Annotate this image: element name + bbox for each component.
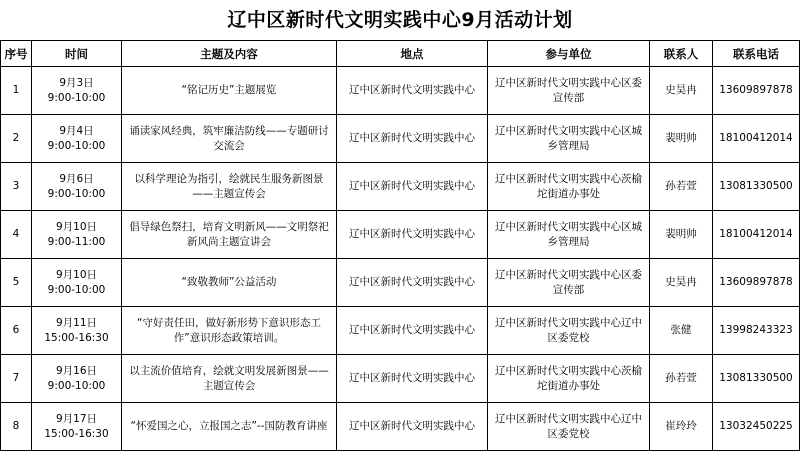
cell-place: 辽中区新时代文明实践中心 — [337, 355, 488, 403]
cell-place: 辽中区新时代文明实践中心 — [337, 115, 488, 163]
cell-phone: 18100412014 — [713, 211, 800, 259]
cell-phone: 13609897878 — [713, 67, 800, 115]
cell-hours: 15:00-16:30 — [44, 331, 109, 344]
header-contact: 联系人 — [650, 41, 713, 67]
cell-time — [32, 307, 122, 355]
cell-time — [32, 163, 122, 211]
cell-date: 9月3日 — [59, 76, 94, 89]
cell-phone: 13998243323 — [713, 307, 800, 355]
cell-units: 辽中区新时代文明实践中心区城乡管理局 — [488, 115, 650, 163]
cell-topic: 倡导绿色祭扫，培育文明新风——文明祭祀新风尚主题宣讲会 — [122, 211, 337, 259]
cell-place: 辽中区新时代文明实践中心 — [337, 211, 488, 259]
cell-phone: 18100412014 — [713, 115, 800, 163]
table-header-row — [1, 41, 800, 67]
cell-units: 辽中区新时代文明实践中心区委宣传部 — [488, 67, 650, 115]
cell-no: 7 — [1, 355, 32, 403]
cell-units: 辽中区新时代文明实践中心辽中区委党校 — [488, 403, 650, 451]
table-row — [1, 355, 800, 403]
cell-phone: 13609897878 — [713, 259, 800, 307]
cell-date: 9月10日 — [55, 220, 98, 233]
cell-no: 5 — [1, 259, 32, 307]
cell-phone: 13081330500 — [713, 163, 800, 211]
cell-date: 9月4日 — [59, 124, 94, 137]
cell-place: 辽中区新时代文明实践中心 — [337, 307, 488, 355]
cell-topic: “致敬教师”公益活动 — [122, 259, 337, 307]
cell-hours: 9:00-10:00 — [47, 187, 106, 200]
cell-hours: 9:00-10:00 — [47, 379, 106, 392]
cell-topic: “怀爱国之心，立报国之志”--国防教育讲座 — [122, 403, 337, 451]
cell-topic: 诵读家风经典，筑牢廉洁防线——专题研讨交流会 — [122, 115, 337, 163]
cell-hours: 15:00-16:30 — [44, 427, 109, 440]
cell-time — [32, 67, 122, 115]
cell-contact: 张健 — [650, 307, 713, 355]
cell-contact: 孙若萱 — [650, 163, 713, 211]
cell-place: 辽中区新时代文明实践中心 — [337, 163, 488, 211]
cell-no: 3 — [1, 163, 32, 211]
cell-time — [32, 115, 122, 163]
header-units: 参与单位 — [488, 41, 650, 67]
cell-contact: 史昊冉 — [650, 259, 713, 307]
cell-phone: 13081330500 — [713, 355, 800, 403]
table-row — [1, 163, 800, 211]
cell-no: 1 — [1, 67, 32, 115]
header-no: 序号 — [1, 41, 32, 67]
cell-place: 辽中区新时代文明实践中心 — [337, 259, 488, 307]
cell-date: 9月16日 — [55, 364, 98, 377]
cell-topic: “铭记历史”主题展览 — [122, 67, 337, 115]
cell-hours: 9:00-10:00 — [47, 139, 106, 152]
cell-hours: 9:00-11:00 — [47, 235, 106, 248]
cell-units: 辽中区新时代文明实践中心辽中区委党校 — [488, 307, 650, 355]
cell-units: 辽中区新时代文明实践中心区委宣传部 — [488, 259, 650, 307]
cell-topic: 以科学理论为指引，绘就民生服务新图景——主题宣传会 — [122, 163, 337, 211]
cell-phone: 13032450225 — [713, 403, 800, 451]
cell-no: 8 — [1, 403, 32, 451]
cell-contact: 裴明帅 — [650, 115, 713, 163]
cell-topic: “守好责任田，做好新形势下意识形态工作”意识形态政策培训。 — [122, 307, 337, 355]
cell-contact: 史昊冉 — [650, 67, 713, 115]
table-row — [1, 67, 800, 115]
table-row — [1, 211, 800, 259]
cell-place: 辽中区新时代文明实践中心 — [337, 67, 488, 115]
cell-time — [32, 211, 122, 259]
cell-units: 辽中区新时代文明实践中心茨榆坨街道办事处 — [488, 163, 650, 211]
cell-hours: 9:00-10:00 — [47, 283, 106, 296]
cell-date: 9月11日 — [55, 316, 98, 329]
cell-hours: 9:00-10:00 — [47, 91, 106, 104]
cell-units: 辽中区新时代文明实践中心茨榆坨街道办事处 — [488, 355, 650, 403]
cell-date: 9月6日 — [59, 172, 94, 185]
cell-place: 辽中区新时代文明实践中心 — [337, 403, 488, 451]
table-row — [1, 307, 800, 355]
cell-date: 9月10日 — [55, 268, 98, 281]
header-phone: 联系电话 — [713, 41, 800, 67]
document-title: 辽中区新时代文明实践中心9月活动计划 — [227, 9, 573, 31]
table-row — [1, 259, 800, 307]
header-time: 时间 — [32, 41, 122, 67]
header-place: 地点 — [337, 41, 488, 67]
cell-contact: 崔玲玲 — [650, 403, 713, 451]
header-topic: 主题及内容 — [122, 41, 337, 67]
table-row — [1, 403, 800, 451]
cell-topic: 以主流价值培育，绘就文明发展新图景——主题宣传会 — [122, 355, 337, 403]
cell-time — [32, 403, 122, 451]
cell-time — [32, 259, 122, 307]
cell-time — [32, 355, 122, 403]
cell-contact: 孙若萱 — [650, 355, 713, 403]
activity-plan-table — [0, 40, 800, 451]
cell-no: 2 — [1, 115, 32, 163]
cell-date: 9月17日 — [55, 412, 98, 425]
cell-contact: 裴明帅 — [650, 211, 713, 259]
table-row — [1, 115, 800, 163]
cell-units: 辽中区新时代文明实践中心区城乡管理局 — [488, 211, 650, 259]
cell-no: 6 — [1, 307, 32, 355]
cell-no: 4 — [1, 211, 32, 259]
